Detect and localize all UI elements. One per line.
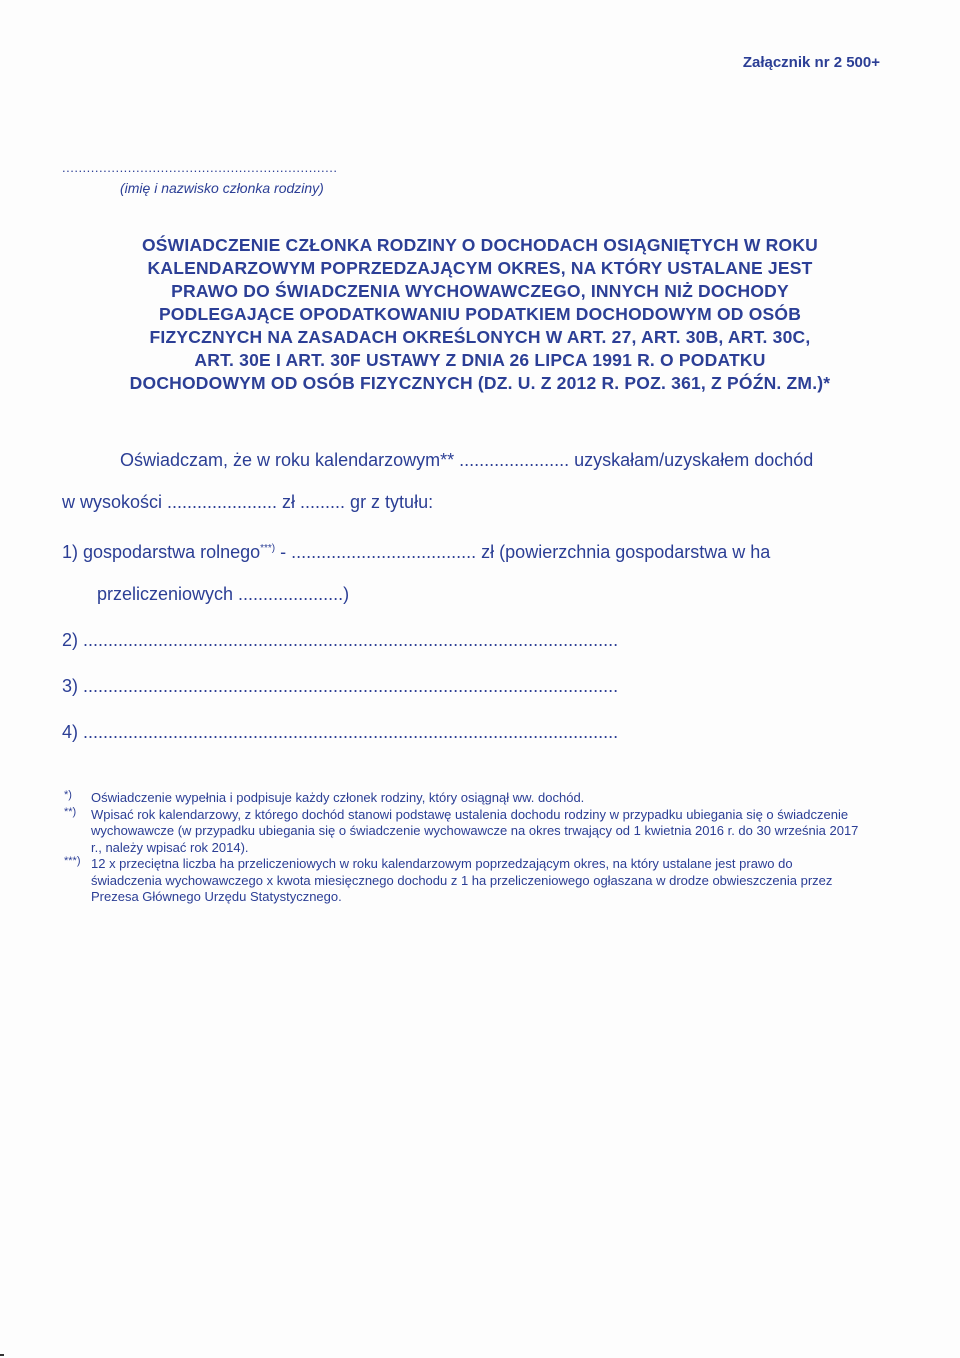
footnote-mark: ***) xyxy=(64,855,81,867)
item-1-rest: - ..................................... zł (powierzchnia gospodarstwa w ha xyxy=(275,542,771,562)
footnote-text: Oświadczenie wypełnia i podpisuje każdy członek rodziny, który osiągnął ww. dochód. xyxy=(91,790,585,805)
item-1-label: 1) gospodarstwa rolnego xyxy=(62,542,261,562)
footnote-2 xyxy=(64,807,864,857)
footnote-3 xyxy=(64,856,864,906)
footnote-mark: **) xyxy=(64,805,77,818)
title-line: PODLEGAJĄCE OPODATKOWANIU PODATKIEM DOCHODOWYM OD OSÓB xyxy=(158,304,802,324)
footnote-text: Wpisać rok kalendarzowy, z którego dochód stanowi podstawę ustalenia dochodu rodziny w przypadku ubiegania się o świadczenie wychowawcze (w przypadku ubiegania się o świadczenie wychowawcze na okres trwający od 1 kwietnia 2016 r. do 30 września 2017 r., należy wpisać rok 2014). xyxy=(91,806,859,855)
title-line: KALENDARZOWYM POPRZEDZAJĄCYM OKRES, NA KTÓRY USTALANE JEST xyxy=(147,258,813,278)
footnote-ref: ***) xyxy=(260,543,276,554)
item-3-line[interactable]: 3) ........................................................................................................... xyxy=(62,676,619,696)
name-caption: (imię i nazwisko członka rodziny) xyxy=(120,180,324,196)
declaration-title xyxy=(80,234,880,395)
title-line: OŚWIADCZENIE CZŁONKA RODZINY O DOCHODACH OSIĄGNIĘTYCH W ROKU xyxy=(141,235,819,255)
attachment-label: Załącznik nr 2 500+ xyxy=(742,54,880,71)
footnote-1 xyxy=(64,790,864,807)
statement-line-year[interactable]: Oświadczam, że w roku kalendarzowym** ...................... uzyskałam/uzyskałem dochód xyxy=(120,450,814,470)
statement-line-amount[interactable]: w wysokości ...................... zł ......... gr z tytułu: xyxy=(62,492,434,512)
title-line: DOCHODOWYM OD OSÓB FIZYCZNYCH (DZ. U. Z 2012 R. POZ. 361, Z PÓŹN. ZM.)* xyxy=(129,373,831,393)
title-line: PRAWO DO ŚWIADCZENIA WYCHOWAWCZEGO, INNYCH NIŻ DOCHODY xyxy=(171,281,789,301)
scan-mark xyxy=(0,1354,4,1356)
name-fill-line[interactable]: ................................................................... xyxy=(62,160,338,175)
item-1-farm[interactable] xyxy=(62,542,770,563)
footnote-mark: *) xyxy=(64,789,72,801)
item-4-line[interactable]: 4) ........................................................................................................... xyxy=(62,722,619,742)
item-2-line[interactable]: 2) ........................................................................................................... xyxy=(62,630,619,650)
footnotes xyxy=(64,790,864,906)
item-1-continuation[interactable]: przeliczeniowych .....................) xyxy=(97,584,350,604)
footnote-text: 12 x przeciętna liczba ha przeliczeniowych w roku kalendarzowym poprzedzającym okres, na który ustalane jest prawo do świadczenia wychowawczego x kwota miesięcznego dochodu z 1 ha przeliczeniowego ogłaszana w drodze obwieszczenia przez Prezesa Głównego Urzędu Statystycznego. xyxy=(91,856,833,904)
title-line: FIZYCZNYCH NA ZASADACH OKREŚLONYCH W ART. 27, ART. 30B, ART. 30C, xyxy=(149,327,811,347)
title-line: ART. 30E I ART. 30F USTAWY Z DNIA 26 LIPCA 1991 R. O PODATKU xyxy=(194,350,766,370)
